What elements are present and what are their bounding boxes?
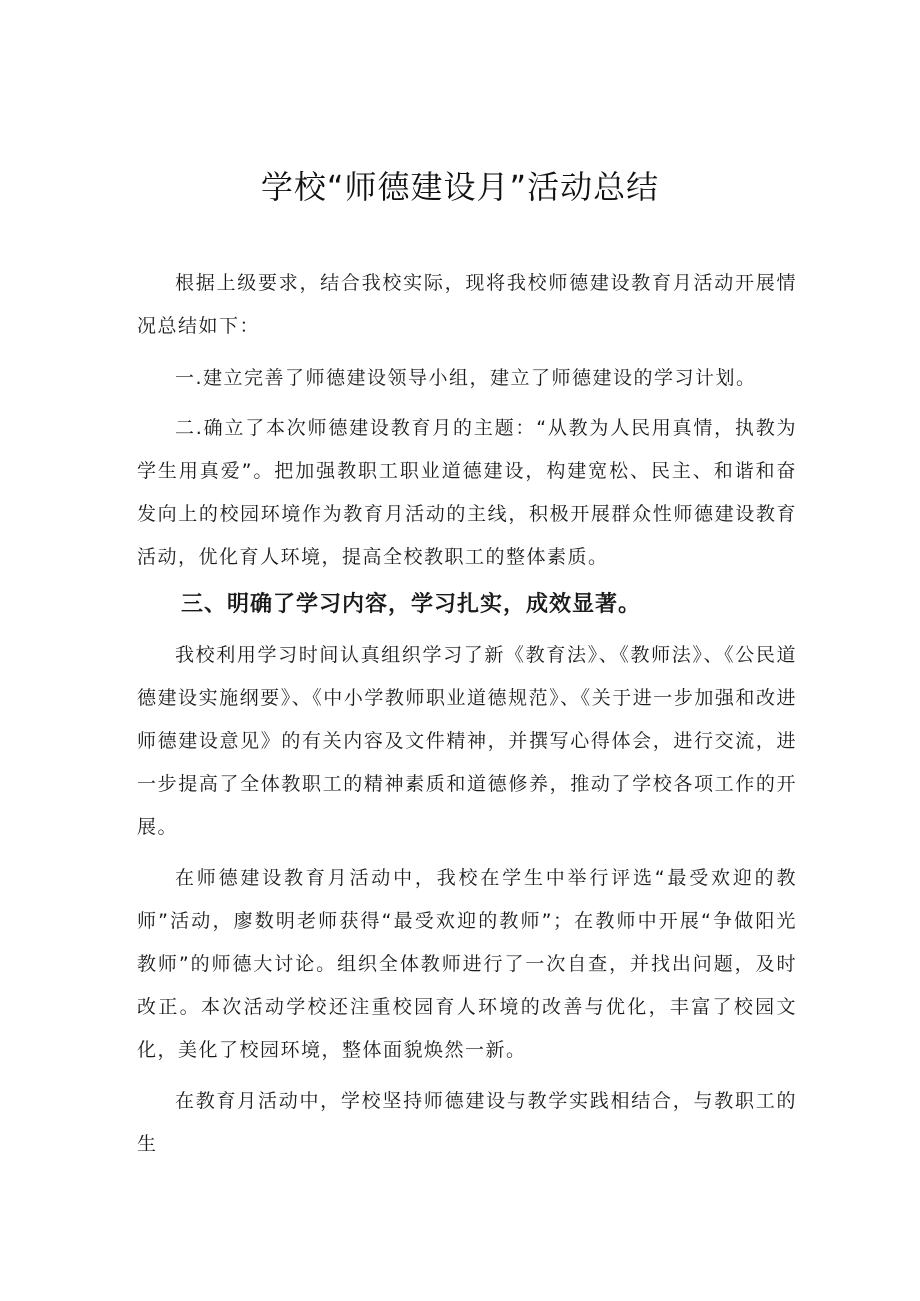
document-title: 学校“师德建设月”活动总结	[260, 168, 660, 206]
item-one-paragraph: 一.建立完善了师德建设领导小组，建立了师德建设的学习计划。	[175, 367, 757, 389]
item-two-paragraph: 二.确立了本次师德建设教育月的主题：“从教为人民用真情，执教为学生用真爱”。把加强教职工职业道德建设，构建宽松、民主、和谐和奋发向上的校园环境作为教育月活动的主线，积极开展群众性师德建设教育活动，优化育人环境，提高全校教职工的整体素质。	[137, 417, 797, 568]
intro-paragraph: 根据上级要求，结合我校实际，现将我校师德建设教育月活动开展情况总结如下：	[137, 272, 797, 337]
activity-paragraph: 在师德建设教育月活动中，我校在学生中举行评选“最受欢迎的教师”活动，廖数明老师获得“最受欢迎的教师”；在教师中开展“争做阳光教师”的师德大讨论。组织全体教师进行了一次自查，并找出问题，及时改正。本次活动学校还注重校园育人环境的改善与优化，丰富了校园文化，美化了校园环境，整体面貌焕然一新。	[137, 867, 797, 1061]
document-body	[137, 262, 797, 1166]
study-paragraph: 我校利用学习时间认真组织学习了新《教育法》、《教师法》、《公民道德建设实施纲要》、《中小学教师职业道德规范》、《关于进一步加强和改进师德建设意见》的有关内容及文件精神，并撰写心得体会，进行交流，进一步提高了全体教职工的精神素质和道德修养，推动了学校各项工作的开展。	[137, 644, 797, 838]
practice-paragraph: 在教育月活动中，学校坚持师德建设与教学实践相结合，与教职工的生	[137, 1090, 797, 1155]
section-three-heading: 三、明确了学习内容，学习扎实，成效显著。	[181, 592, 642, 617]
